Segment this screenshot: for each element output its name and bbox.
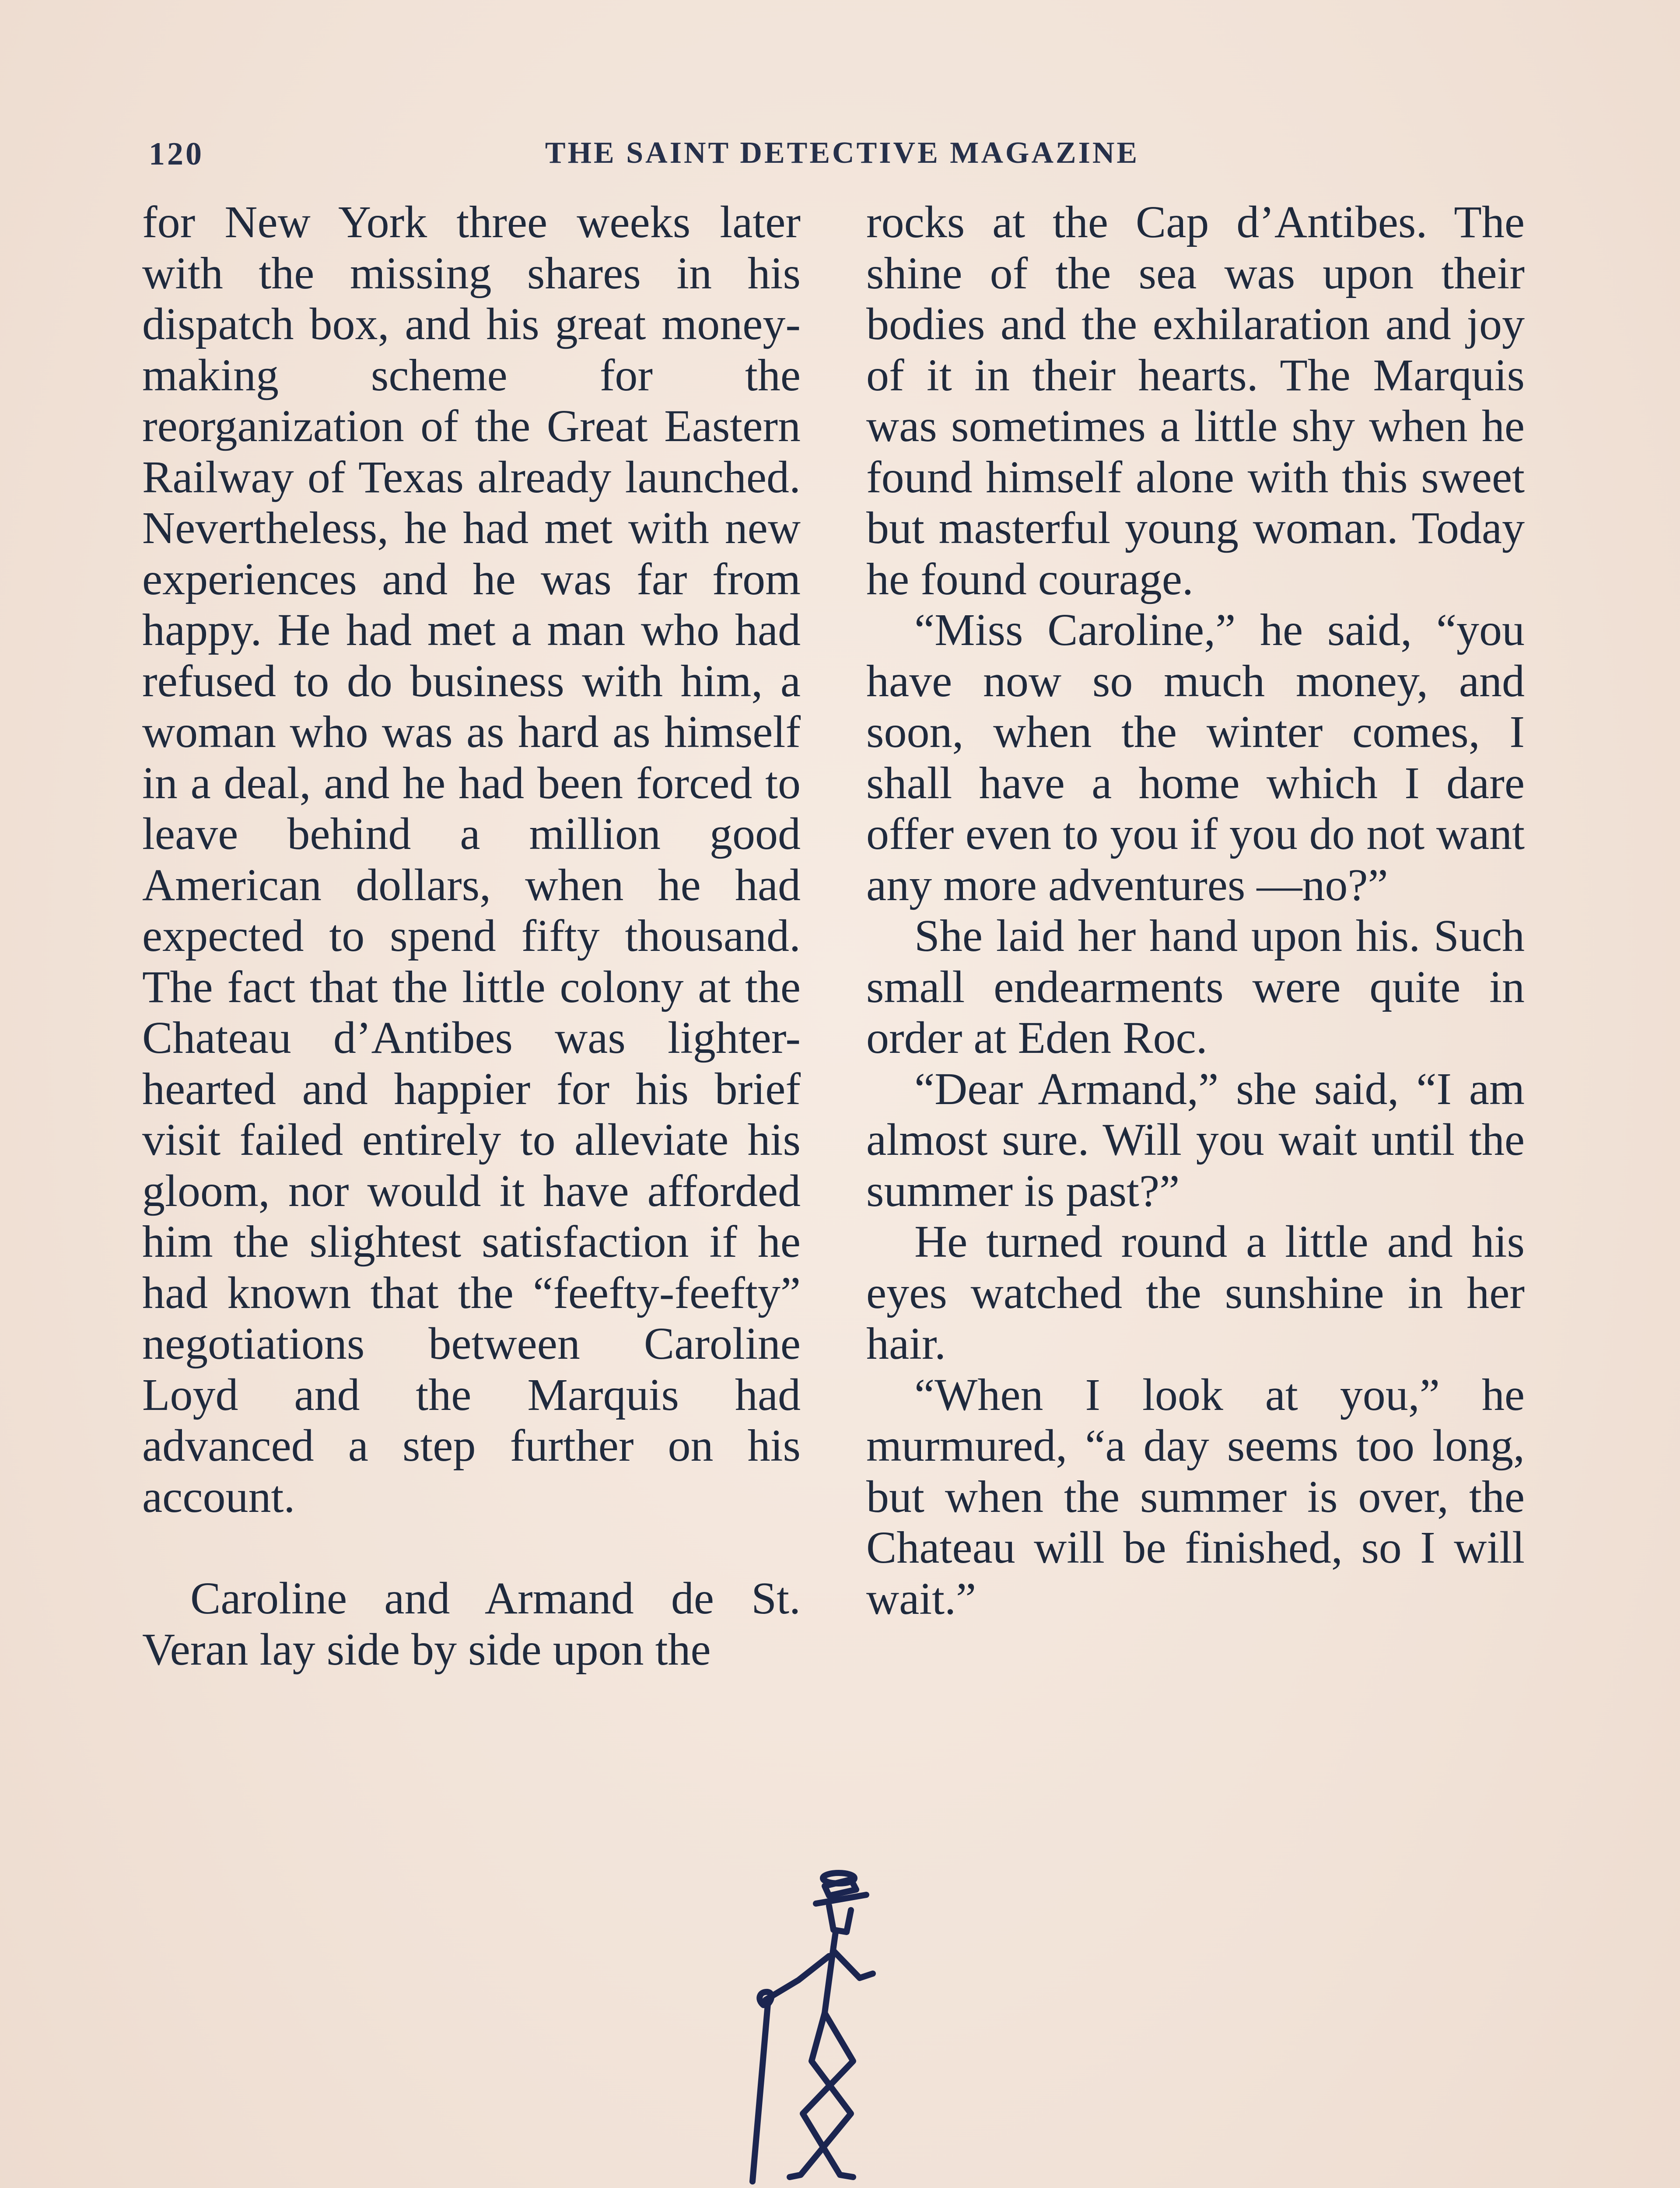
left-paragraph-1: for New York three weeks later with the missing shares in his dispatch box, and his great money-making scheme for the reorganization of the Great Eastern Railway of Texas already launched. Nevertheless, he had met with new experiences and he was far from happy. He had met a man who had refused to do business with him, a woman who was as hard as himself in a deal, and he had been forced to leave behind a million good American dollars, when he had expected to spend fifty thousand. The fact that the little colony at the Chateau d’Antibes was lighter-hearted and happier for his brief visit failed entirely to alleviate his gloom, nor would it have afforded him the slightest satisfaction if he had known that the “feefty-feefty” negotiations between Caroline Loyd and the Marquis had advanced a step further on his account.	[142, 197, 801, 1522]
right-paragraph-3: She laid her hand upon his. Such small endearments were quite in order at Eden Roc.	[866, 911, 1525, 1063]
right-paragraph-2: “Miss Caroline,” he said, “you have now so much money, and soon, when the winter comes, I shall have a home which I dare offer even to you if you do not want any more adventures —no?”	[866, 605, 1525, 910]
right-column	[866, 197, 1525, 1624]
saint-stick-figure-icon	[742, 1869, 890, 2188]
right-paragraph-4: “Dear Armand,” she said, “I am almost sure. Will you wait until the summer is past?”	[866, 1063, 1525, 1216]
running-head	[149, 131, 1536, 179]
right-paragraph-1: rocks at the Cap d’Antibes. The shine of the sea was upon their bodies and the exhilaration and joy of it in their hearts. The Marquis was sometimes a little shy when he found himself alone with this sweet but masterful young woman. Today he found courage.	[866, 197, 1525, 604]
magazine-title: THE SAINT DETECTIVE MAGAZINE	[545, 136, 1140, 170]
right-paragraph-6: “When I look at you,” he murmured, “a day seems too long, but when the summer is over, the Chateau will be finished, so I will wait.”	[866, 1369, 1525, 1624]
right-paragraph-5: He turned round a little and his eyes watched the sunshine in her hair.	[866, 1217, 1525, 1369]
left-paragraph-2: Caroline and Armand de St. Veran lay side by side upon the	[142, 1573, 801, 1675]
left-column	[142, 197, 801, 1675]
page-number: 120	[149, 136, 204, 172]
